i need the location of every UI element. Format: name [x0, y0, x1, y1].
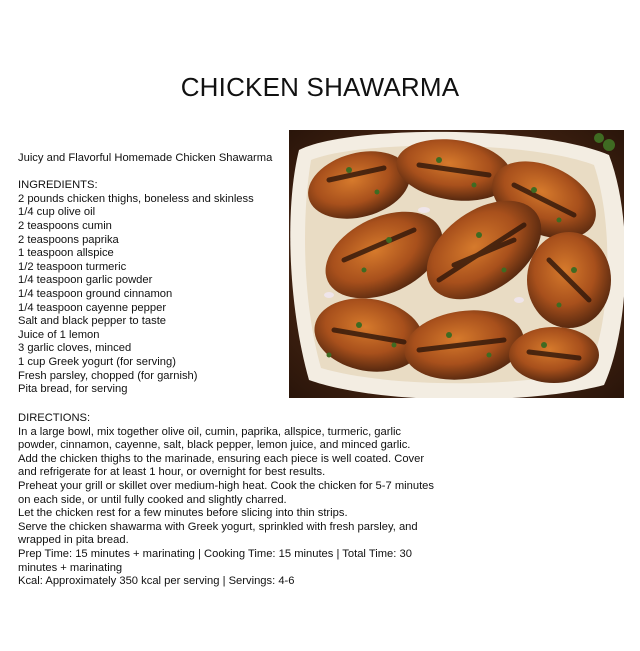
recipe-subtitle: Juicy and Flavorful Homemade Chicken Shawarma	[18, 152, 273, 164]
chicken-shawarma-illustration	[289, 130, 624, 398]
ingredient-item: 2 pounds chicken thighs, boneless and skinless	[18, 192, 254, 205]
direction-step: Add the chicken thighs to the marinade, ensuring each piece is well coated. Cover and refrigerate for at least 1 hour, or overnight for best results.	[18, 452, 425, 479]
recipe-intro-ingredients	[18, 152, 283, 397]
ingredient-item: 1/4 teaspoon cayenne pepper	[18, 301, 167, 314]
chicken-shawarma-photo	[289, 130, 624, 398]
nutrition-info: Kcal: Approximately 350 kcal per serving | Servings: 4-6	[18, 575, 295, 588]
ingredient-item: Fresh parsley, chopped (for garnish)	[18, 369, 198, 382]
direction-step: Preheat your grill or skillet over medium-high heat. Cook the chicken for 5-7 minutes on each side, or until fully cooked and slightly charred.	[18, 479, 434, 506]
direction-step: Let the chicken rest for a few minutes before slicing into thin strips.	[18, 507, 348, 520]
ingredient-item: 1/4 teaspoon ground cinnamon	[18, 287, 173, 300]
recipe-title: CHICKEN SHAWARMA	[180, 72, 460, 102]
directions-section	[18, 412, 438, 589]
ingredient-item: 1 cup Greek yogurt (for serving)	[18, 355, 176, 368]
recipe-times: Prep Time: 15 minutes + marinating | Cooking Time: 15 minutes | Total Time: 30 minutes + marinating	[18, 547, 412, 574]
ingredient-item: 2 teaspoons cumin	[18, 219, 112, 232]
ingredient-item: 1/2 teaspoon turmeric	[18, 260, 127, 273]
ingredient-item: 3 garlic cloves, minced	[18, 342, 132, 355]
ingredient-item: Juice of 1 lemon	[18, 328, 100, 341]
ingredient-item: Pita bread, for serving	[18, 383, 128, 396]
directions-heading: DIRECTIONS:	[18, 412, 91, 424]
ingredient-item: 1/4 cup olive oil	[18, 206, 96, 219]
ingredients-heading: INGREDIENTS:	[18, 179, 98, 192]
direction-step: Serve the chicken shawarma with Greek yogurt, sprinkled with fresh parsley, and wrapped in pita bread.	[18, 520, 418, 547]
ingredient-item: Salt and black pepper to taste	[18, 315, 167, 328]
ingredient-item: 1 teaspoon allspice	[18, 247, 114, 260]
ingredient-item: 2 teaspoons paprika	[18, 233, 119, 246]
direction-step: In a large bowl, mix together olive oil, cumin, paprika, allspice, turmeric, garlic powder, cinnamon, cayenne, salt, black pepper, lemon juice, and minced garlic.	[18, 425, 411, 452]
ingredient-item: 1/4 teaspoon garlic powder	[18, 274, 153, 287]
